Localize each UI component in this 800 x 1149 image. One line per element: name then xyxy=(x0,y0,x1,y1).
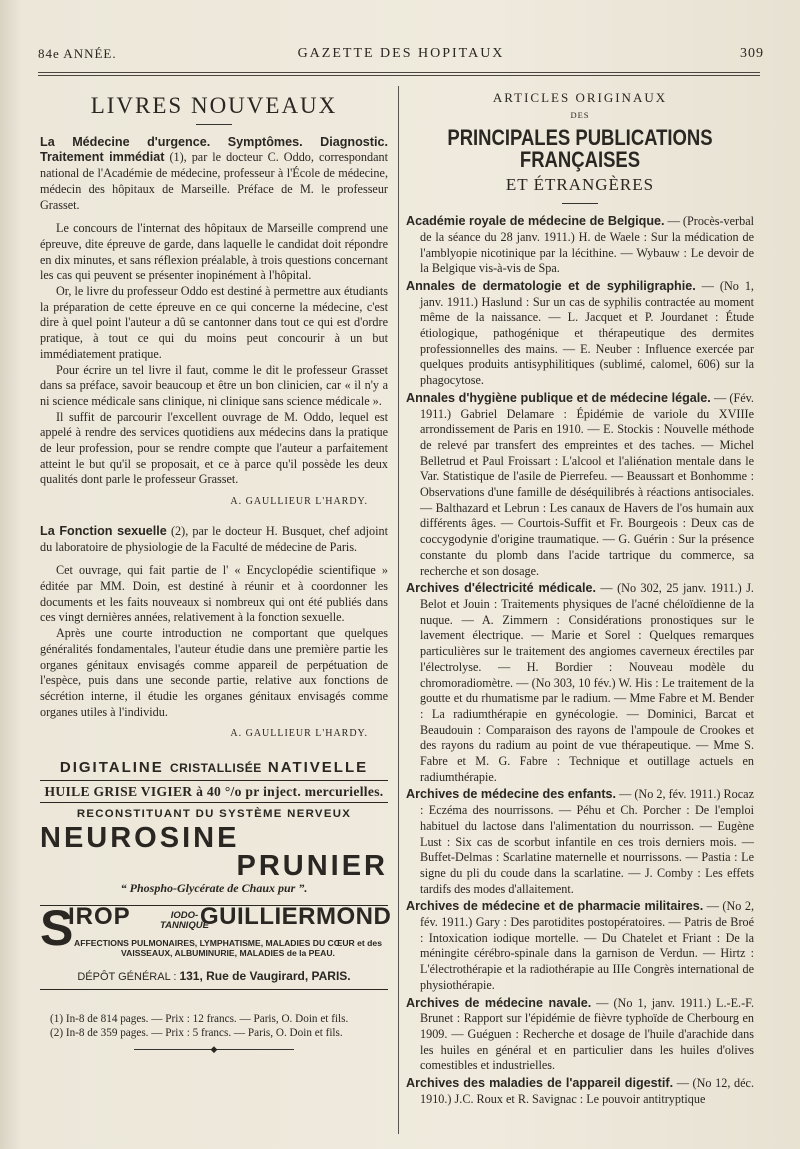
publication-title: Archives des maladies de l'appareil digestif. xyxy=(406,1076,674,1091)
page-header xyxy=(38,46,764,66)
ad-depot-label: DÉPÔT GÉNÉRAL : xyxy=(77,970,180,983)
review-signature: A. GAULLIEUR L'HARDY. xyxy=(230,496,368,508)
review-paragraph: Cet ouvrage, qui fait partie de l' « Encyclopédie scientifique » éditée par MM. Doin, est destiné à réunir et à coordonner les documents et les faits nouveaux si nombreux qui ont été publiés dans ces vingt dernières années, relativement à la fonction sexuelle. xyxy=(40,563,388,625)
ad-digitaline-qualifier: CRISTALLISÉE xyxy=(169,761,262,776)
publication-entry xyxy=(406,581,754,785)
review-paragraph: Le concours de l'internat des hôpitaux de Marseille comprend une épreuve, dite épreuve de garde, dans laquelle le candidat doit répondre en dix minutes, et sans réflexion préalable, à trois questions concernant les cas qui peuvent se présenter inopinément à l'hôpital. xyxy=(40,221,388,283)
footnote: (1) In-8 de 814 pages. — Prix : 12 francs. — Paris, O. Doin et fils. xyxy=(50,1012,349,1025)
publication-body: — (No 302, 25 janv. 1911.) J. Belot et Jouin : Traitements physiques de l'acné chéloïdienne de la nuque. — A. Zimmern : Considérations pronostiques sur le lavement électrique. — Marie et Sorel : Quelques remarques particulières sur le traitement des angiomes caverneux érectiles par l'électrolyse. — H. Bordier : Nouveau modèle du chromoradiomètre. — (No 303, 10 fév.) W. His : Le traitement de la goutte et du rhumatisme par le radium. — Mme Fabre et M. Bender : La radiumthérapie en gynécologie. — Dominici, Barcat et Beaudouin : Comparaison des rayons de l'ampoule de Crookes et des rayons du radium au point de vue thérapeutique. — Mme S. Fabre et M. G. Fabre : Technique et outillage actuels en radiumthérapie. xyxy=(420,581,754,784)
ad-sirop-brand: GUILLIERMOND xyxy=(200,902,392,930)
review-intro: (1), par le docteur C. Oddo, correspondant national de l'Académie de médecine, professeur à l'École de médecine, médecin des hôpitaux de Marseille. Préface de M. le professeur Grasset. xyxy=(40,150,388,212)
left-column xyxy=(40,93,392,1056)
ad-sirop-word: IROP xyxy=(68,902,131,930)
publication-entry xyxy=(406,899,754,993)
publication-entry xyxy=(406,1076,754,1107)
ad-rule xyxy=(40,802,388,803)
review-signature: A. GAULLIEUR L'HARDY. xyxy=(230,728,368,740)
ad-affections: AFFECTIONS PULMONAIRES, LYMPHATISME, MALADIES DU CŒUR et des VAISSEAUX, ALBUMINURIE, MALADIES de la PEAU. xyxy=(74,937,382,958)
review-title: La Médecine d'urgence. Symptômes. Diagnostic. Traitement immédiat xyxy=(40,134,388,165)
ad-digitaline-word: DIGITALINE xyxy=(59,759,164,777)
journal-title: GAZETTE DES HOPITAUX xyxy=(297,46,505,61)
footnotes xyxy=(40,1012,388,1057)
publication-body: — (Fév. 1911.) Gabriel Delamare : Épidémie de variole du XVIIIe arrondissement de Paris en 1910. — E. Stockis : Nouvelle méthode de relevé par transfert des empreintes et des taches. — Michel Belletrud et Paul Froissart : L'alcool et l'aliénation mentale dans le Var. Statistique de l'asile de Pierrefeu. — Beaussart et Bonhomme : Observations d'une famille de déséquilibrés à réactions antisociales. — Balthazard et Lebrun : Les canaux de Havers de l'os humain aux différents âges. — Courtois-Suffit et Fr. Bourgeois : Deux cas de coccygodynie d'origine traumatique. — G. Guérin : Sur la présence constante du plomb dans l'acide tartrique du commerce, sa recherche et son dosage. xyxy=(420,390,754,578)
section-subtitle: ET ÉTRANGÈRES xyxy=(505,175,655,195)
ad-iodo: IODO- xyxy=(170,909,199,921)
ad-rule xyxy=(40,989,388,990)
right-column xyxy=(406,90,754,1109)
review-paragraph: Il suffit de parcourir l'excellent ouvrage de M. Oddo, lequel est appelé à rendre des services quotidiens aux médecins dans la pratique de leur profession, pour se rendre compte que l'auteur a parfaitement atteint le but qu'il se proposait, et ce à parce qu'il possède les deux qualités dont parle le professeur Grasset. xyxy=(40,409,388,487)
publication-body: — (Procès-verbal de la séance du 28 janv. 1911.) H. de Waele : Sur la médication de l'amblyopie nicotinique par la lécithine. — Wybauw : Le devoir de la Belgique vis-à-vis de Spa. xyxy=(420,214,754,276)
publication-title: Annales de dermatologie et de syphiligraphie. xyxy=(406,278,696,293)
section-des: DES xyxy=(570,109,590,120)
year-label: 84e ANNÉE. xyxy=(38,46,117,61)
ad-neurosine: NEUROSINE xyxy=(40,822,240,855)
title-rule xyxy=(196,124,232,125)
ad-digitaline-brand: NATIVELLE xyxy=(267,759,369,777)
publication-entry xyxy=(406,787,754,897)
publication-title: Académie royale de médecine de Belgique. xyxy=(406,214,665,229)
publication-body: — (No 12, déc. 1910.) J.C. Roux et R. Savignac : Le pouvoir antitryptique xyxy=(420,1076,754,1106)
ad-huile-grise: HUILE GRISE VIGIER à 40 °/o pr inject. mercurielles. xyxy=(44,783,384,799)
ad-depot xyxy=(40,969,388,986)
ad-sirop-initial: S xyxy=(40,899,74,956)
publication-title: Archives d'électricité médicale. xyxy=(406,581,596,596)
ad-phospho-glycerate: “ Phospho-Glycérate de Chaux pur ”. xyxy=(120,881,308,896)
review-paragraph: Or, le livre du professeur Oddo est destiné à permettre aux étudiants la préparation de cette épreuve en ce qui concerne la médecine, c'est dire à quel point l'auteur a dû se cantonner dans tout ce qui est d'ordre pratique, à tout ce qui du moins peut concourir à un but immédiatement pratique. xyxy=(40,284,388,361)
ad-sirop-guilliermond xyxy=(40,899,392,969)
ad-rule xyxy=(40,780,388,781)
section-title: LIVRES NOUVEAUX xyxy=(90,93,338,118)
section-supertitle: ARTICLES ORIGINAUX xyxy=(492,90,668,105)
publication-title: Archives de médecine et de pharmacie militaires. xyxy=(406,899,704,914)
ad-digitaline xyxy=(40,760,388,777)
publication-body: — (No 2, fév. 1911.) Gary : Des parotidites postopératoires. — Patris de Broé : Intoxication iodique mortelle. — Du Chatelet et Friant : De la méningite cérébro-spinale dans la garnison de Verdun. — Hirtz : L'électrothérapie et la radiothérapie au IIIe Congrès international de physiothérapie. xyxy=(420,899,754,992)
ad-depot-address: 131, Rue de Vaugirard, PARIS. xyxy=(179,968,351,983)
ornament-icon: ◆ xyxy=(210,1043,218,1054)
review-lead xyxy=(40,135,388,214)
review-intro: (2), par le docteur H. Busquet, chef adjoint du laboratoire de physiologie de la Faculté de médecine de Paris. xyxy=(40,523,388,554)
review-lead xyxy=(40,524,388,555)
publication-title: Annales d'hygiène publique et de médecine légale. xyxy=(406,390,711,405)
advertisements xyxy=(40,759,392,990)
publication-entry xyxy=(406,279,754,389)
review-fonction-sexuelle xyxy=(40,524,388,742)
review-paragraph: Pour écrire un tel livre il faut, comme le dit le professeur Grasset dans sa préface, savoir beaucoup et être un bon clinicien, car « il n'y a ni science médicale sans clinique, ni clinique sans science médicale ». xyxy=(40,362,388,408)
publication-body: — (No 1, janv. 1911.) Haslund : Sur un cas de syphilis contractée au moment même de la naissance. — L. Jacquet et P. Jourdanet : Étude étiologique, pathogénique et thérapeutique des dermites professionnelles des mains. — E. Neuber : Influence exercée par quelques produits antisyphilitiques (sublimé, calomel, 606) sur la phagocytose. xyxy=(420,278,754,388)
ad-prunier: PRUNIER xyxy=(236,850,388,883)
ad-tannique: TANNIQUE xyxy=(160,919,209,931)
review-paragraph: Après une courte introduction ne comportant que quelques généralités fondamentales, l'auteur étudie dans une première partie les organes génitaux envisagés comme appareil de perpétuation de l'espèce, puis dans une seconde partie, relative aux fonctions de sécrétion interne, il étudie les organes génitaux envisagés comme organes utiles à l'individu. xyxy=(40,626,388,719)
ad-reconstituant: RECONSTITUANT DU SYSTÈME NERVEUX xyxy=(76,808,352,821)
publication-entry xyxy=(406,391,754,579)
publication-title: Archives de médecine navale. xyxy=(406,995,592,1010)
publication-body: — (No 1, janv. 1911.) L.-E.-F. Brunet : Rapport sur l'épidémie de fièvre typhoïde de Cherbourg en 1909. — Guéguen : Recherche et dosage de l'huile d'arachide dans les huiles en général et en particulier dans les huiles d'olives comestibles et industrielles. xyxy=(420,995,755,1073)
review-medecine-urgence xyxy=(40,135,388,510)
section-main-title: PRINCIPALES PUBLICATIONS FRANÇAISES xyxy=(447,125,713,173)
header-rule xyxy=(38,72,760,73)
page-number: 309 xyxy=(740,46,764,61)
footnote: (2) In-8 de 359 pages. — Prix : 5 francs. — Paris, O. Doin et fils. xyxy=(50,1027,343,1040)
title-rule xyxy=(562,203,598,204)
review-title: La Fonction sexuelle xyxy=(40,523,167,538)
publication-body: — (No 2, fév. 1911.) Rocaz : Eczéma des nourrissons. — Péhu et Ch. Porcher : De l'emploi habituel du lactose dans l'alimentation du nourrisson. — Eugène Lust : Six cas de scorbut infantile en ces trois derniers mois. — Buffet-Delmas : Scarlatine maternelle et nourrissons. — Pastia : Le signe du pli du coude dans la scarlatine. — J. Comby : Les effets tardifs des modes d'allaitement. xyxy=(420,787,754,896)
publication-title: Archives de médecine des enfants. xyxy=(406,787,617,802)
header-rule-double xyxy=(38,75,760,76)
column-divider xyxy=(398,86,399,1134)
publication-entry xyxy=(406,214,754,277)
publication-entry xyxy=(406,996,754,1075)
